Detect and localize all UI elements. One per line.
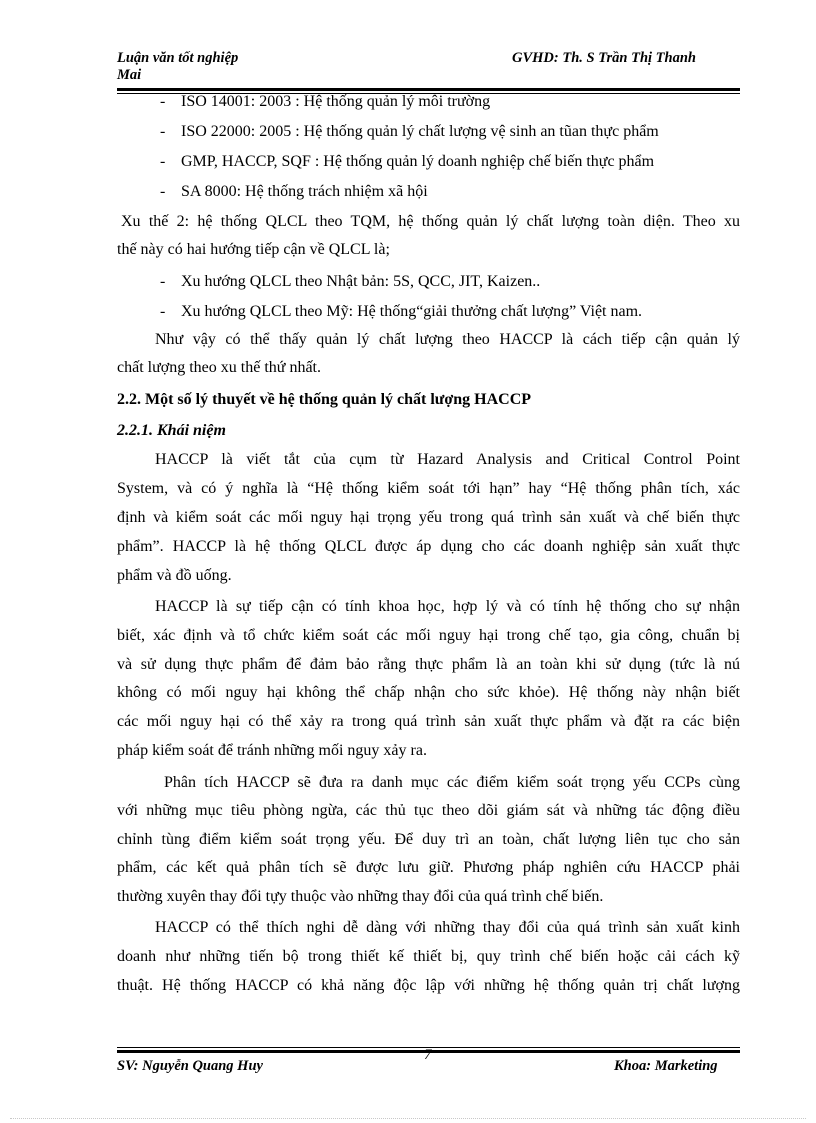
paragraph-line: pháp kiểm soát để tránh những mối nguy xảy ra.	[117, 742, 427, 759]
paragraph-line: phẩm và đồ uống.	[117, 567, 232, 584]
bullet-text: ISO 14001: 2003 : Hệ thống quản lý môi trường	[181, 93, 491, 110]
subsection-heading: 2.2.1. Khái niệm	[117, 422, 226, 439]
section-heading: 2.2. Một số lý thuyết về hệ thống quản lý chất lượng HACCP	[117, 391, 532, 408]
page-edge	[10, 1118, 806, 1119]
bullet-dash: -	[160, 273, 166, 290]
paragraph-line: phẩm”. HACCP là hệ thống QLCL được áp dụng cho các doanh nghiệp sản xuất thực	[117, 538, 740, 555]
header-supervisor: GVHD: Th. S Trần Thị Thanh	[512, 50, 696, 66]
paragraph-line: Như vậy có thể thấy quản lý chất lượng theo HACCP là cách tiếp cận quản lý	[155, 331, 740, 348]
paragraph-line: thế này có hai hướng tiếp cận về QLCL là;	[117, 241, 390, 258]
paragraph-line: định và kiểm soát các mối nguy hại trọng yếu trong quá trình sản xuất và chế biến thực	[117, 509, 740, 526]
paragraph-line: Xu thế 2: hệ thống QLCL theo TQM, hệ thống quản lý chất lượng toàn diện. Theo xu	[121, 213, 740, 230]
footer-student: SV: Nguyễn Quang Huy	[117, 1058, 263, 1074]
paragraph-line: các mối nguy hại có thể xảy ra trong quá trình sản xuất thực phẩm và đặt ra các biện	[117, 713, 740, 730]
paragraph-line: chỉnh tùng điểm kiểm soát trọng yếu. Để duy trì an toàn, chất lượng liên tục cho sản	[117, 831, 740, 848]
bullet-text: SA 8000: Hệ thống trách nhiệm xã hội	[181, 183, 428, 200]
bullet-text: ISO 22000: 2005 : Hệ thống quản lý chất lượng vệ sinh an tũan thực phẩm	[181, 123, 659, 140]
paragraph-line: và sử dụng thực phẩm để đảm bảo rằng thực phẩm là an toàn khi sử dụng (tức là nú	[117, 656, 740, 673]
bullet-text: Xu hướng QLCL theo Mỹ: Hệ thống“giải thưởng chất lượng” Việt nam.	[181, 303, 643, 320]
paragraph-line: chất lượng theo xu thế thứ nhất.	[117, 359, 321, 376]
bullet-dash: -	[160, 123, 166, 140]
page-number: 7	[424, 1047, 432, 1063]
paragraph-line: HACCP có thể thích nghi dễ dàng với những thay đổi của quá trình sản xuất kinh	[155, 919, 740, 936]
bullet-text: Xu hướng QLCL theo Nhật bản: 5S, QCC, JIT, Kaizen..	[181, 273, 541, 290]
bullet-text: GMP, HACCP, SQF : Hệ thống quản lý doanh nghiệp chế biến thực phẩm	[181, 153, 655, 170]
footer-faculty: Khoa: Marketing	[614, 1058, 718, 1074]
bullet-dash: -	[160, 183, 166, 200]
bullet-dash: -	[160, 93, 166, 110]
paragraph-line: với những mục tiêu phòng ngừa, các thủ tục theo dõi giám sát và những tác động điều	[117, 802, 740, 819]
header-thesis-title: Luận văn tốt nghiệp	[117, 50, 239, 66]
paragraph-line: HACCP là sự tiếp cận có tính khoa học, hợp lý và có tính hệ thống cho sự nhận	[155, 598, 740, 615]
bullet-dash: -	[160, 303, 166, 320]
paragraph-line: biết, xác định và tổ chức kiểm soát các mối nguy hại trong chế tạo, gia công, chuẩn bị	[117, 627, 740, 644]
paragraph-line: doanh như những tiến bộ trong thiết kế thiết bị, quy trình chế biến hoặc cải cách kỹ	[117, 948, 740, 965]
paragraph-line: không có mối nguy hại không thể chấp nhận cho sức khỏe). Hệ thống này nhận biết	[117, 684, 740, 701]
paragraph-line: System, và có ý nghĩa là “Hệ thống kiểm soát tới hạn” hay “Hệ thống phân tích, xác	[117, 480, 740, 497]
header-supervisor-wrap: Mai	[117, 67, 142, 83]
paragraph-line: Phân tích HACCP sẽ đưa ra danh mục các điểm kiểm soát trọng yếu CCPs cùng	[164, 774, 740, 791]
paragraph-line: thường xuyên thay đổi tựy thuộc vào những thay đổi của quá trình chế biến.	[117, 888, 604, 905]
paragraph-line: thuật. Hệ thống HACCP có khả năng độc lập với những hệ thống quản trị chất lượng	[117, 977, 740, 994]
paragraph-line: phẩm, các kết quả phân tích sẽ được lưu giữ. Phương pháp nghiên cứu HACCP phải	[117, 859, 740, 876]
page-header	[117, 50, 740, 90]
paragraph-line: HACCP là viết tắt của cụm từ Hazard Analysis and Critical Control Point	[155, 451, 740, 468]
bullet-dash: -	[160, 153, 166, 170]
